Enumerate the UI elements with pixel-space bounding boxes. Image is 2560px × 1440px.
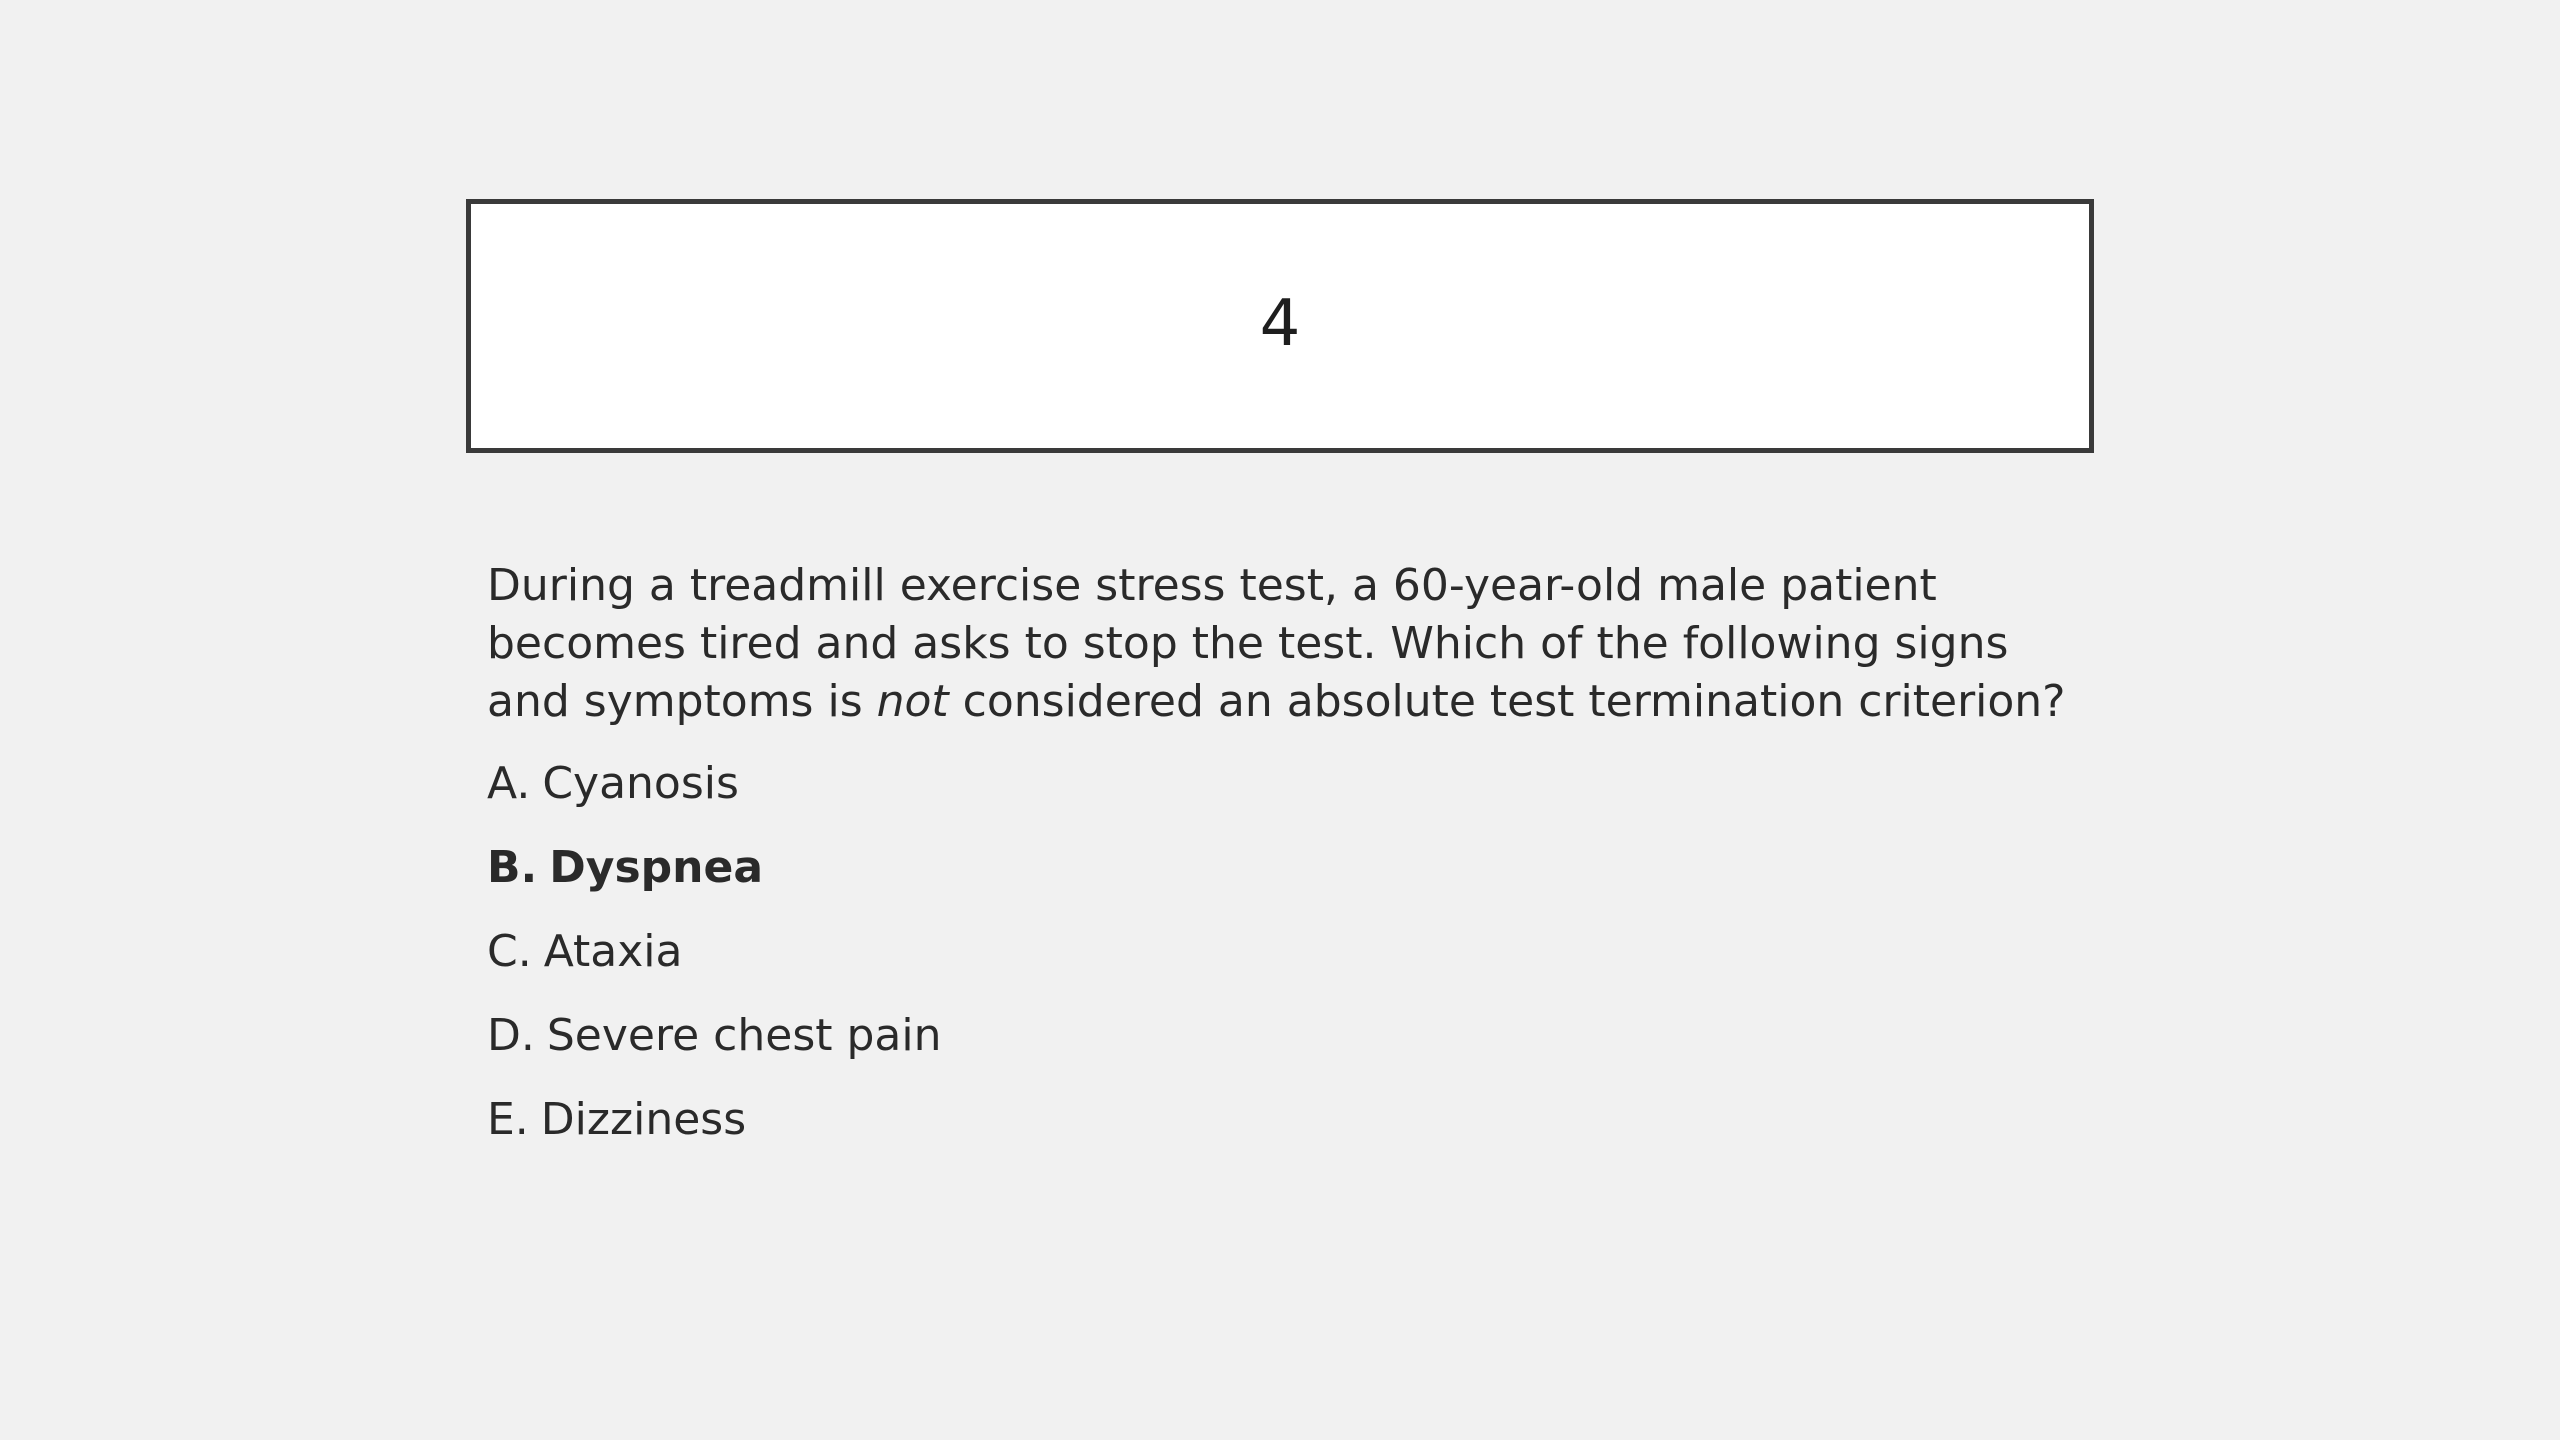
option-letter: C. bbox=[487, 926, 532, 977]
question-part-1: During a treadmill exercise stress test, a 60-year-old male patient becomes tired and asks to stop the test. Which of the following signs and symptoms is bbox=[487, 560, 2009, 727]
option-text: Severe chest pain bbox=[546, 1010, 942, 1061]
title-box bbox=[466, 199, 2094, 453]
option-a bbox=[487, 755, 2077, 813]
option-d bbox=[487, 1007, 2077, 1065]
option-text: Dyspnea bbox=[549, 842, 764, 893]
option-text: Dizziness bbox=[540, 1094, 747, 1145]
option-e bbox=[487, 1091, 2077, 1149]
option-letter: D. bbox=[487, 1010, 535, 1061]
slide-title: 4 bbox=[1259, 287, 1301, 361]
option-text: Cyanosis bbox=[542, 758, 739, 809]
option-letter: E. bbox=[487, 1094, 529, 1145]
question-text bbox=[487, 557, 2077, 731]
option-letter: A. bbox=[487, 758, 531, 809]
answer-options bbox=[487, 755, 2077, 1149]
question-emphasis: not bbox=[876, 676, 949, 727]
option-c bbox=[487, 923, 2077, 981]
option-b bbox=[487, 839, 2077, 897]
question-part-2: considered an absolute test termination criterion? bbox=[948, 676, 2066, 727]
option-letter: B. bbox=[487, 842, 538, 893]
option-text: Ataxia bbox=[543, 926, 683, 977]
slide-content bbox=[487, 557, 2077, 1175]
